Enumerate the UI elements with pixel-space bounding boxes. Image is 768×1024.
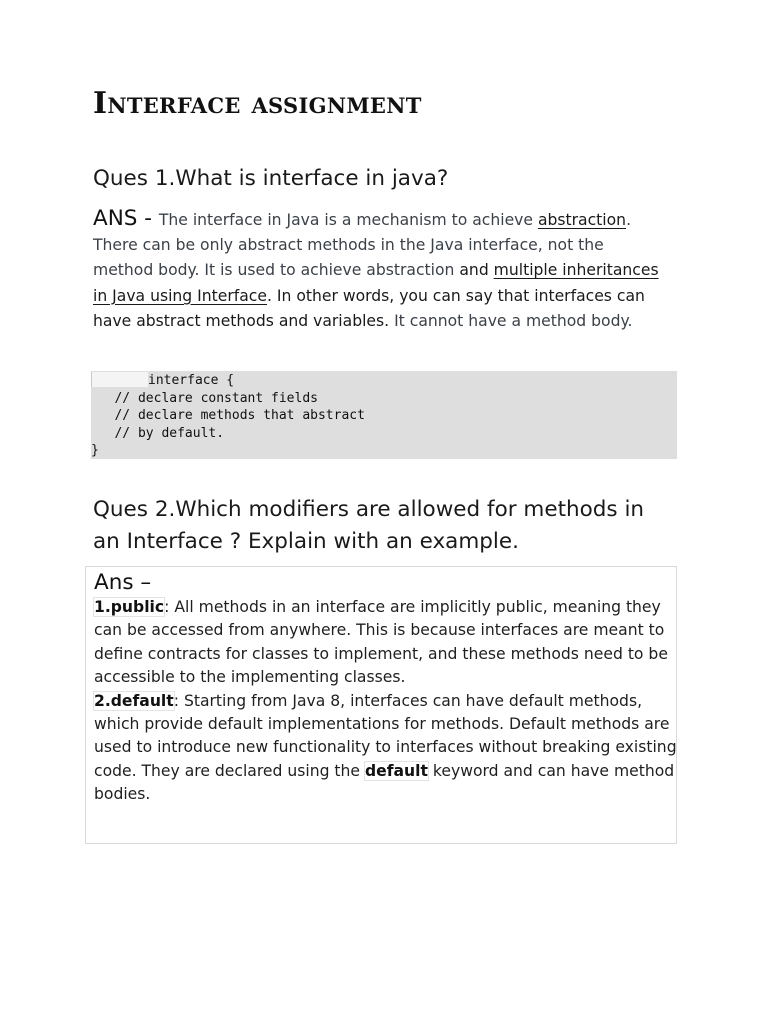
answer-1-text-part: It cannot have a method body.: [394, 311, 633, 330]
code-line: }: [91, 443, 99, 459]
modifier-description: : All methods in an interface are implicitly public, meaning they can be accessed from anywhere. This is because interfaces are meant to define contracts for classes to implement, and these methods need to be accessible to the implementing classes.: [94, 598, 668, 687]
modifier-description: : Starting from Java 8, interfaces can have default methods, which provide default implementations for methods. Default methods are used to introduce new functionality to interfaces without breaking existing code. They are declared using the: [94, 691, 677, 780]
code-placeholder: [91, 372, 148, 387]
answer-1-paragraph: [93, 206, 663, 334]
code-line: // declare methods that abstract: [91, 408, 365, 424]
question-1-heading: Ques 1.What is interface in java?: [93, 166, 449, 191]
code-block: [91, 371, 677, 459]
answer-1-text-part: and: [459, 261, 494, 280]
modifier-description: keyword and can have method bodies.: [94, 761, 675, 804]
question-2-heading: Ques 2.Which modifiers are allowed for methods in an Interface ? Explain with an example.: [93, 497, 645, 554]
answer-2-label: Ans –: [94, 570, 152, 595]
answer-1-text-part: The interface in Java is a mechanism to achieve: [158, 211, 538, 229]
answer-1-text-part: . There can be only abstract methods in the Java interface, not the method body. It is used to achieve abstraction: [93, 211, 632, 280]
multiple-inheritance-link[interactable]: multiple inheritances in Java using Interface: [93, 261, 659, 305]
abstraction-link[interactable]: abstraction: [537, 211, 627, 229]
code-line: [91, 372, 677, 390]
answer-2-text: [94, 596, 678, 807]
code-line: // by default.: [91, 425, 225, 441]
inline-keyword: default: [364, 761, 428, 780]
answer-2-box: [85, 566, 677, 844]
modifier-default-item: [94, 690, 678, 807]
modifier-keyword: 2.default: [94, 691, 174, 710]
modifier-keyword: 1.public: [94, 598, 165, 616]
code-line: // declare constant fields: [91, 390, 318, 406]
modifier-public-item: [94, 596, 678, 690]
page-title: Interface assignment: [93, 86, 422, 121]
code-line-text: interface {: [148, 373, 235, 388]
answer-1-label: ANS -: [93, 206, 159, 231]
answer-1-text-part: . In other words, you can say that interfaces can have abstract methods and variables.: [93, 286, 645, 330]
